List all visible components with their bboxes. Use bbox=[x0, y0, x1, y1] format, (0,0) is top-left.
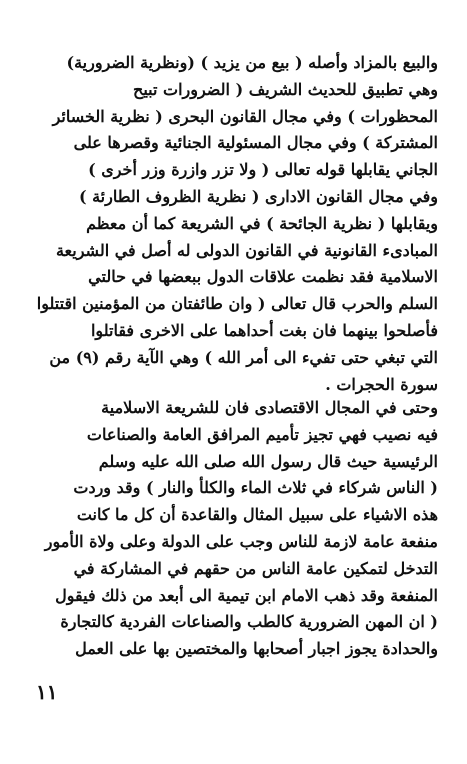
text-line: المشتركة ) وفي مجال المسئولية الجنائية وقصرها على bbox=[73, 133, 438, 153]
text-line: ( ان المهن الضرورية كالطب والصناعات الفردية كالتجارة bbox=[60, 612, 438, 632]
text-line: وحتى في المجال الاقتصادى فان للشريعة الاسلامية bbox=[101, 398, 438, 417]
text-line: التي تبغي حتى تفيء الى أمر الله ) وهي الآية رقم (٩) من bbox=[49, 347, 438, 367]
text-line: الاسلامية فقد نظمت علاقات الدول ببعضها في حالتي bbox=[88, 267, 438, 287]
text-line: ويقابلها ( نظرية الجائحة ) في الشريعة كما أن معظم bbox=[86, 213, 438, 233]
text-line: سورة الحجرات . bbox=[325, 374, 438, 394]
text-line: وهي تطبيق للحديث الشريف ( الضرورات تبيح bbox=[133, 79, 438, 99]
text-line: الجاني يقابلها قوله تعالى ( ولا تزر وازرة وزر أخرى ) bbox=[88, 160, 438, 180]
text-line: المنفعة وقد ذهب الامام ابن تيمية الى أبعد من ذلك فيقول bbox=[55, 585, 438, 605]
text-line: والحدادة يجوز اجبار أصحابها والمختصين بها على العمل bbox=[75, 639, 438, 659]
text-line: فيه نصيب فهي تجيز تأميم المرافق العامة والصناعات bbox=[86, 424, 438, 444]
text-line: منفعة عامة لازمة للناس وجب على الدولة وعلى ولاة الأمور bbox=[44, 531, 438, 551]
paragraph-1 bbox=[32, 50, 438, 398]
paragraph-2 bbox=[32, 395, 438, 663]
text-line: المحظورات ) وفي مجال القانون البحرى ( نظرية الخسائر bbox=[52, 106, 438, 126]
text-line: ( الناس شركاء في ثلاث الماء والكلأ والنار ) وقد وردت bbox=[73, 478, 438, 498]
text-line: وفي مجال القانون الادارى ( نظرية الظروف الطارئة ) bbox=[78, 186, 438, 206]
text-line: هذه الاشياء على سبيل المثال والقاعدة أن كل ما كانت bbox=[76, 505, 438, 525]
text-line: فأصلحوا بينهما فان بغت أحداهما على الاخرى فقاتلوا bbox=[90, 320, 438, 340]
text-line: والبيع بالمزاد وأصله ( بيع من يزيد ) (ونظرية الضرورية) bbox=[66, 53, 438, 72]
page-number: ١١ bbox=[36, 680, 58, 704]
text-line: الرئيسية حيث قال رسول الله صلى الله عليه وسلم bbox=[98, 451, 438, 471]
text-line: التدخل لتمكين عامة الناس من حقهم في المشاركة في bbox=[73, 558, 438, 578]
text-line: السلم والحرب قال تعالى ( وان طائفتان من المؤمنين اقتتلوا bbox=[36, 294, 438, 314]
text-line: المبادىء القانونية في القانون الدولى له أصل في الشريعة bbox=[55, 240, 438, 260]
